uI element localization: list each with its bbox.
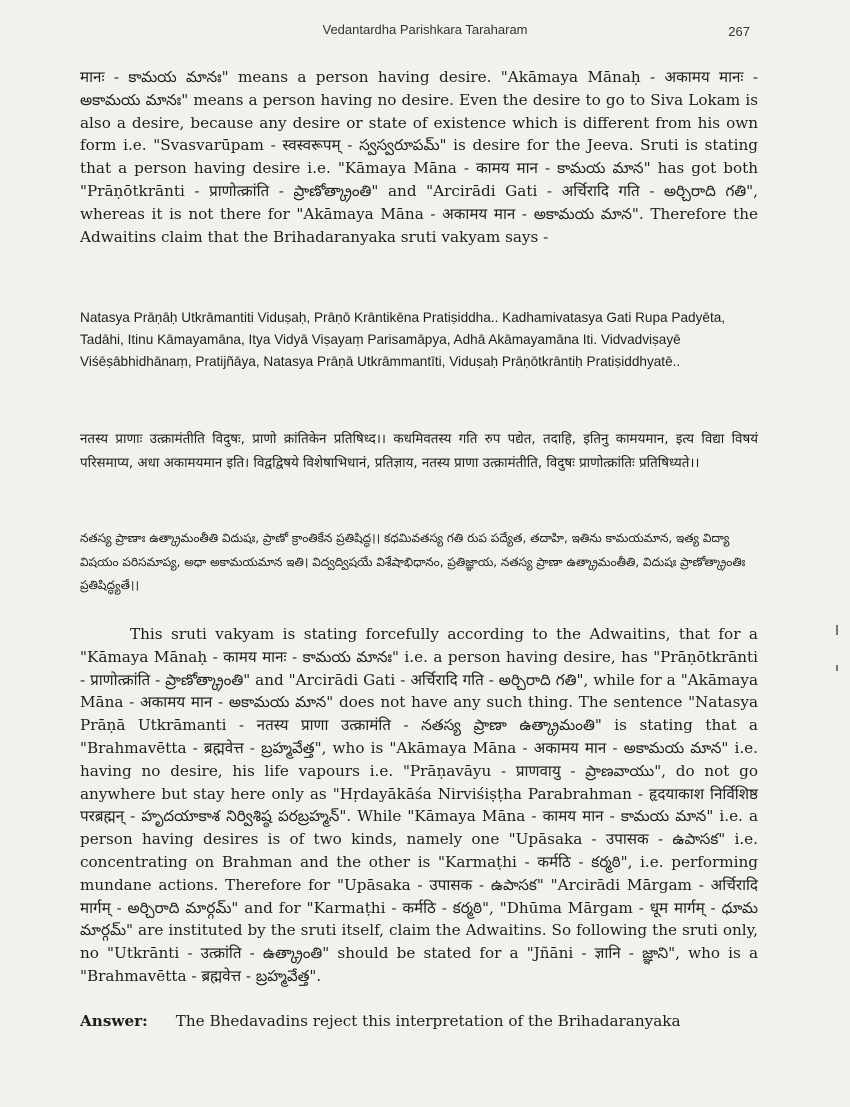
answer-text: The Bhedavadins reject this interpretation of the Brihadaranyaka: [175, 1012, 681, 1030]
answer-label: Answer:: [80, 1012, 148, 1030]
paragraph-sruti-devanagari: नतस्य प्राणाः उत्क्रामंतीति विदुषः, प्राणो क्रांतिकेन प्रतिषिध्द।। कधमिवतस्य गति रुप पद्येत, तदाहि, इतिनु कामयमान, इत्य विद्या विषयं परिसमाप्य, अधा अकामयमान इति। विद्वद्विषये विशेषाभिधानं, प्रतिज्ञाय, नतस्य प्राणा उत्क्रामंतीति, विदुषः प्राणोत्क्रांतिः प्रतिषिध्यते।।: [80, 432, 758, 471]
paragraph-desire-definition: मानः - కామయ మానః" means a person having desire. "Akāmaya Mānaḥ - अकामय मानः - అకామయ మానః" means a person having no desire. Even the desire to go to Siva Lokam is also a desire, because any desire or state of existence which is different from his own form i.e. "Svasvarūpam - स्वस्वरूपम् - స్వస్వరూపమ్" is desire for the Jeeva. Sruti is stating that a person having desire i.e. "Kāmaya Māna - कामय मान - కామయ మాన" has got both "Prāṇōtkrānti - प्राणोत्क्रांति - ప్రాణోత్క్రాంతి" and "Arcirādi Gati - अर्चिरादि गति - అర్చిరాది గతి", whereas it is not there for "Akāmaya Māna - अकामय मान - అకామయ మాన". Therefore the Adwaitins claim that the Brihadaranyaka sruti vakyam says -: [80, 68, 758, 246]
margin-mark: [836, 665, 838, 671]
answer-paragraph: [80, 1010, 758, 1033]
page-number: 267: [728, 24, 750, 39]
margin-mark: [836, 625, 838, 635]
paragraph-adwaitin-interpretation: This sruti vakyam is stating forcefully according to the Adwaitins, that for a "Kāmaya Mānaḥ - कामय मानः - కామయ మానః" i.e. a person having desire, has "Prāṇōtkrānti - प्राणोत्क्रांति - ప్రాణోత్క్రాంతి" and "Arcirādi Gati - अर्चिरादि गति - అర్చిరాది గతి", while for a "Akāmaya Māna - अकामय मान - అకామయ మాన" does not have any such thing. The sentence "Natasya Prāṇā Utkrāmanti - नतस्य प्राणा उत्क्रामंति - నతస్య ప్రాణా ఉత్క్రామంతి" is stating that a "Brahmavētta - ब्रह्मवेत्त - బ్రహ్మవేత్త", who is "Akāmaya Māna - अकामय मान - అకామయ మాన" i.e. having no desire, his life vapours i.e. "Prāṇavāyu - प्राणवायु - ప్రాణవాయు", do not go anywhere but stay here only as "Hṛdayākāśa Nirviśiṣṭha Parabrahman - हृदयाकाश निर्विशिष्ठ परब्रह्मन् - హృదయాకాశ నిర్విశిష్ఠ పరబ్రహ్మన్". While "Kāmaya Māna - कामय मान - కామయ మాన" i.e. a person having desires is of two kinds, namely one "Upāsaka - उपासक - ఉపాసక" i.e. concentrating on Brahman and the other is "Karmaṭhi - कर्मठि - కర్మఠి", i.e. performing mundane actions. Therefore for "Upāsaka - उपासक - ఉపాసక" "Arcirādi Mārgam - अर्चिरादि मार्गम् - అర్చిరాది మార్గమ్" and for "Karmaṭhi - कर्मठि - కర్మఠి", "Dhūma Mārgam - धूम मार्गम् - ధూమ మార్గమ్" are instituted by the sruti itself, claim the Adwaitins. So following the sruti only, no "Utkrānti - उत्क्रांति - ఉత్క్రాంతి" should be stated for a "Jñāni - ज्ञानि - జ్ఞాని", who is a "Brahmavētta - ब्रह्मवेत्त - బ్రహ్మవేత్త".: [80, 625, 758, 985]
paragraph-sruti-telugu: నతస్య ప్రాణాః ఉత్క్రామంతీతి విదుషః, ప్రాణో క్రాంతికేన ప్రతిషిద్ధ।। కధమివతస్య గతి రుప పద్యేత, తదాహి, ఇతిను కామయమాన, ఇత్య విద్యా విషయం పరిసమాప్య, అధా అకామయమాన ఇతి। విద్వద్విషయే విశేషాభిధానం, ప్రతిజ్ఞాయ, నతస్య ప్రాణా ఉత్క్రామంతీతి, విదుషః ప్రాణోత్క్రాంతిః ప్రతిషిద్ధ్యతే।।: [80, 531, 746, 592]
paragraph-sruti-transliteration: Natasya Prāṇāḥ Utkrāmantiti Viduṣaḥ, Prāṇō Krāntikēna Pratiṣiddha.. Kadhamivatasya Gati Rupa Padyēta, Tadāhi, Itinu Kāmayamāna, Itya Vidyā Viṣayaṃ Parisamāpya, Adhā Akāmayamāna Iti. Vidvadviṣayē Viśēṣābhidhānaṃ, Pratijñāya, Natasya Prāṇā Utkrāmmantīti, Viduṣaḥ Prāṇōtkrāntiḥ Pratiṣiddhyatē..: [80, 310, 726, 369]
running-title: Vedantardha Parishkara Taraharam: [322, 22, 528, 37]
